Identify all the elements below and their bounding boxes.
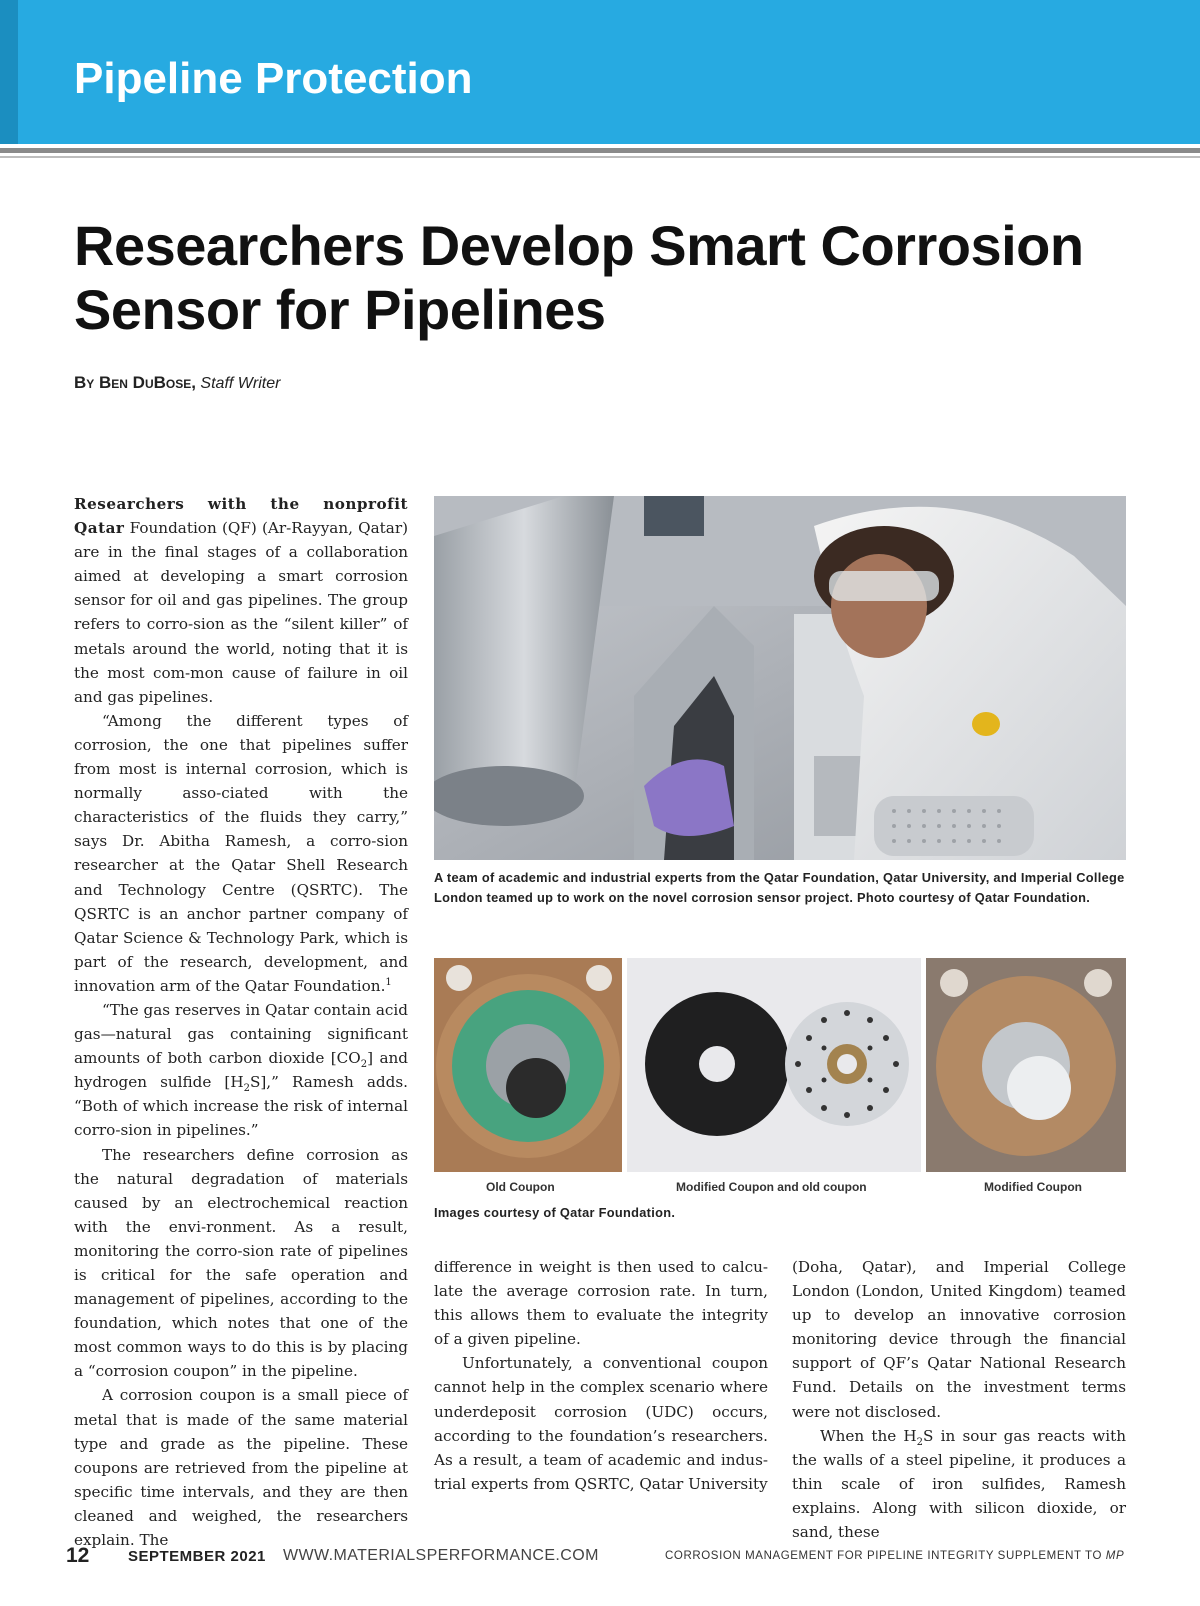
paragraph-text: ] and hydrogen sulfide [H bbox=[74, 1049, 408, 1092]
paragraph: (Doha, Qatar), and Imperial College London (London, United Kingdom) teamed up to develop an innovative corrosion monitoring device through the financial support of QF’s Qatar National Research Fund. Details on the investment terms were not disclosed. bbox=[792, 1258, 1126, 1421]
subscript: 2 bbox=[360, 1059, 368, 1071]
lead-in: Researchers with the nonprofit Qatar bbox=[74, 495, 408, 538]
lab-photo-illustration bbox=[434, 496, 1126, 860]
divider-rule bbox=[0, 148, 1200, 153]
paragraph-text: “Among the different types of corrosion, the one that pipelines suffer from most is internal corrosion, which is normally asso-ciated with the characteristics of the fluids they carry,” says Dr. Abitha Ramesh, a corro-sion researcher at the Qatar Shell Research and Technology Centre (QSRTC). The QSRTC is an anchor partner company of Qatar Science & Technology Park, which is part of the research, development, and innovation arm of the Qatar Foundation. bbox=[74, 711, 408, 995]
paragraph-text: S],” Ramesh adds. “Both of which increase the risk of internal corro-sion in pipelines.” bbox=[74, 1073, 408, 1140]
byline bbox=[74, 373, 280, 393]
byline-role: Staff Writer bbox=[200, 375, 281, 392]
coupon-photos bbox=[434, 958, 1126, 1198]
coupon-caption: Images courtesy of Qatar Foundation. bbox=[434, 1205, 676, 1220]
section-title: Pipeline Protection bbox=[74, 54, 473, 103]
paragraph bbox=[74, 709, 408, 998]
lab-photo bbox=[434, 496, 1126, 860]
banner-edge bbox=[0, 0, 18, 144]
paragraph-text: S in sour gas reacts with the walls of a steel pipeline, it produces a thin scale of iron sulfides, Ramesh explains. Along with silicon dioxide, or sand, these bbox=[792, 1426, 1126, 1542]
divider-rule-thin bbox=[0, 156, 1200, 158]
paragraph: The researchers define corrosion as the natural degradation of materials caused by an electrochemical reaction with the envi-ronment. As a result, monitoring the corro-sion rate of pipelines is critical for the safe operation and management of pipelines, according to the foundation, which notes that one of the most common ways to do this is by placing a “corrosion coupon” in the pipeline. bbox=[74, 1145, 408, 1381]
coupon-photos-illustration bbox=[434, 958, 1126, 1180]
paragraph: A corrosion coupon is a small piece of metal that is made of the same material type and grade as the pipeline. These coupons are retrieved from the pipeline at specific time intervals, and they are then cleaned and weighed, the researchers explain. The bbox=[74, 1386, 408, 1550]
magazine-abbrev: MP bbox=[1105, 1550, 1125, 1562]
paragraph-text: “The gas reserves in Qatar contain acid gas—natural gas containing significant amounts of both carbon dioxide [CO bbox=[74, 1000, 408, 1068]
body-column-2 bbox=[434, 1255, 768, 1496]
subscript: 2 bbox=[243, 1083, 250, 1095]
photo-caption: A team of academic and industrial experts from the Qatar Foundation, Qatar University, and Imperial College London teamed up to work on the novel corrosion sensor project. Photo courtesy of Qatar Foundation. bbox=[434, 870, 1125, 905]
coupon-label-modified: Modified Coupon bbox=[984, 1180, 1082, 1194]
supplement-label bbox=[665, 1550, 1124, 1562]
subscript: 2 bbox=[916, 1436, 924, 1448]
body-column-3 bbox=[792, 1255, 1126, 1544]
footnote-ref: 1 bbox=[385, 976, 392, 988]
paragraph: Unfortunately, a conventional coupon cannot help in the complex scenario where underdeposit corrosion (UDC) occurs, according to the foundation’s researchers. As a result, a team of academic and indus-trial experts from QSRTC, Qatar University bbox=[434, 1354, 768, 1493]
byline-author: By Ben DuBose, bbox=[74, 373, 196, 392]
coupon-label-comparison: Modified Coupon and old coupon bbox=[676, 1180, 867, 1194]
supplement-text: CORROSION MANAGEMENT FOR PIPELINE INTEGRITY SUPPLEMENT TO bbox=[665, 1550, 1102, 1562]
paragraph: difference in weight is then used to calcu-late the average corrosion rate. In turn, this allows them to evaluate the integrity of a given pipeline. bbox=[434, 1258, 768, 1349]
website-link[interactable]: WWW.MATERIALSPERFORMANCE.COM bbox=[283, 1547, 599, 1564]
paragraph-text: Foundation (QF) (Ar-Rayyan, Qatar) are in the final stages of a collaboration aimed at developing a smart corrosion sensor for oil and gas pipelines. The group refers to corro-sion as the “silent killer” of metals around the world, noting that it is the most com-mon cause of failure in oil and gas pipelines. bbox=[74, 519, 408, 706]
page-number: 12 bbox=[66, 1544, 90, 1567]
article-headline: Researchers Develop Smart Corrosion Sensor for Pipelines bbox=[74, 214, 1084, 341]
paragraph bbox=[74, 492, 408, 709]
section-banner bbox=[0, 0, 1200, 144]
body-column-1 bbox=[74, 492, 408, 1552]
paragraph bbox=[74, 998, 408, 1143]
paragraph bbox=[792, 1424, 1126, 1544]
coupon-label-old: Old Coupon bbox=[486, 1180, 555, 1194]
paragraph-text: When the H bbox=[820, 1426, 917, 1445]
issue-date: SEPTEMBER 2021 bbox=[128, 1548, 266, 1565]
